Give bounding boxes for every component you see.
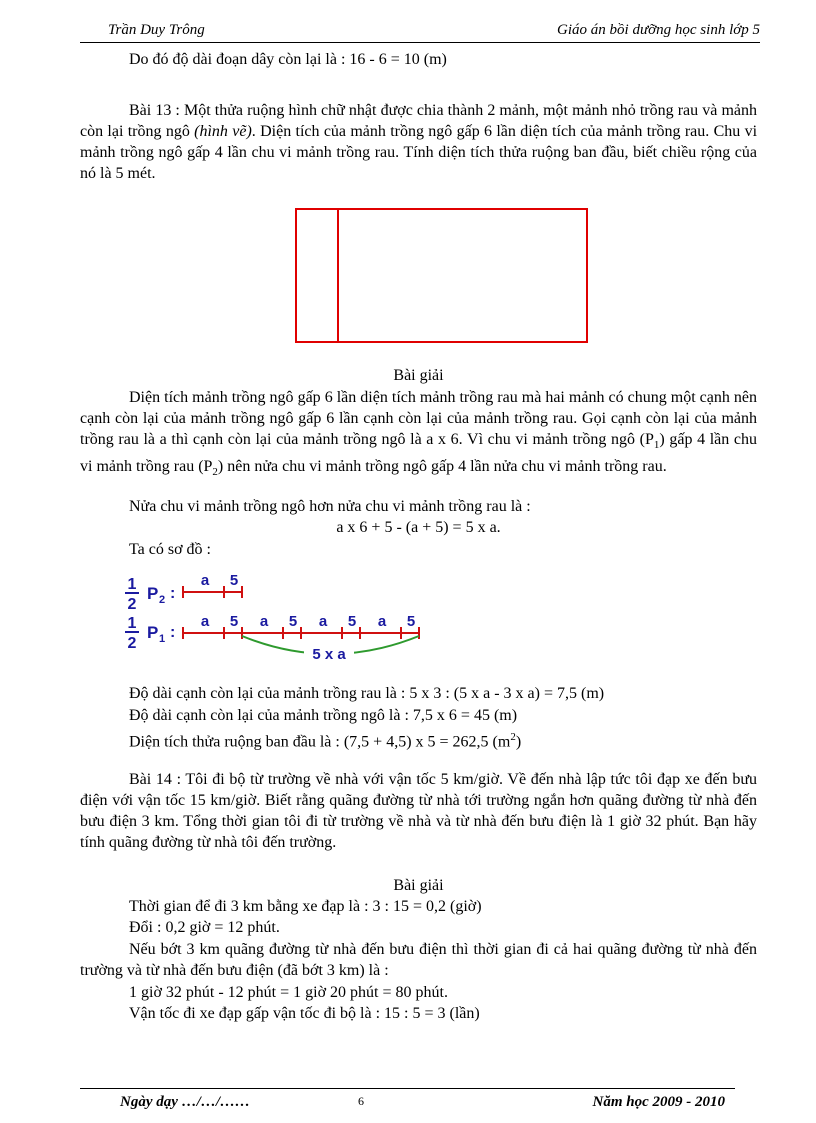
- bai13-s4: Ta có sơ đồ :: [129, 541, 211, 558]
- s1-sub2: 2: [212, 466, 218, 479]
- p2-label-a: a: [200, 572, 210, 589]
- bai14-line-5: Vận tốc đi xe đạp gấp vận tốc đi bộ là : 15 : 5 = 3 (lần): [129, 1005, 480, 1022]
- p2-label-5: 5: [229, 572, 239, 589]
- p2-colon: :: [170, 585, 176, 602]
- r3-sup: 2: [510, 731, 516, 743]
- footer-page-number: 6: [358, 1094, 364, 1108]
- r3-text: Diện tích thửa ruộng ban đầu là : (7,5 + 4,5) x 5 = 262,5 (m: [129, 733, 511, 751]
- p1-label-6: a: [377, 613, 387, 630]
- frac-num-p2: 1: [127, 576, 137, 593]
- p2-letter: P: [147, 584, 159, 603]
- p1-label-3: 5: [288, 613, 298, 630]
- s1-b: ) gấp 4 lần chu vi mảnh trồng rau (P: [80, 431, 758, 476]
- frac-den-p1: 2: [127, 635, 137, 652]
- p1-label-2: a: [259, 613, 269, 630]
- frac-num-p1: 1: [127, 615, 137, 632]
- bai14-line-1: Thời gian để đi 3 km bằng xe đạp là : 3 : 15 = 0,2 (giờ): [129, 898, 482, 915]
- bai13-text-rest: . Diện tích của mảnh trồng ngô gấp 6 lần diện tích của mảnh trồng rau. Chu vi mảnh trồng ngô gấp 4 lần chu vi mảnh trồng rau. Tính diện tích thửa ruộng ban đầu, biết chiều rộng của nó là 5 mét.: [80, 123, 758, 182]
- footer-date: Ngày dạy …/…/……: [120, 1094, 250, 1110]
- frac-den-p2: 2: [127, 596, 137, 613]
- p1-label-5: 5: [347, 613, 357, 630]
- bai13-figure-ref: (hình vẽ): [194, 123, 252, 140]
- p1-label-4: a: [318, 613, 328, 630]
- bai14-line-3: Nếu bớt 3 km quãng đường từ nhà đến bưu điện thì thời gian đi cả hai quãng đường từ nhà đến trường và từ nhà đến bưu điện (đã bớt 3 km) là :: [80, 941, 757, 979]
- bai13-solution-paragraph: [80, 387, 757, 483]
- footer-school-year: Năm học 2009 - 2010: [592, 1094, 725, 1110]
- p1-letter: P: [147, 623, 159, 642]
- p1-label-0: a: [200, 613, 210, 630]
- bai13-text: Bài 13 : Một thửa ruộng hình chữ nhật được chia thành 2 mảnh, một mảnh nhỏ trồng rau và mảnh còn lại trồng ngô: [80, 102, 757, 140]
- p1-label-7: 5: [406, 613, 416, 630]
- bai13-result-1: Độ dài cạnh còn lại của mảnh trồng rau là : 5 x 3 : (5 x a - 3 x a) = 7,5 (m): [129, 685, 605, 702]
- p2-sub: 2: [159, 594, 166, 606]
- bai14-problem: Bài 14 : Tôi đi bộ từ trường về nhà với vận tốc 5 km/giờ. Về đến nhà lập tức tôi đạp xe đến bưu điện với vận tốc 15 km/giờ. Biết rằng quãng đường từ nhà tới trường ngắn hơn quãng đường từ nhà đến bưu điện 3 km. Tổng thời gian tôi đi từ trường về nhà và từ nhà đến bưu điện là 1 giờ 32 phút. Bạn hãy tính quãng đường từ nhà tôi đến trường.: [80, 771, 757, 851]
- bai13-result-3: [129, 727, 521, 752]
- s1-sub1: 1: [653, 439, 660, 452]
- s1-c: ) nên nửa chu vi mảnh trồng ngô gấp 4 lần nửa chu vi mảnh trồng rau.: [217, 458, 667, 476]
- page-footer: [80, 1088, 735, 1115]
- bai13-s3: a x 6 + 5 - (a + 5) = 5 x a.: [336, 519, 501, 536]
- header-title: Giáo án bồi dưỡng học sinh lớp 5: [557, 22, 760, 38]
- bai13-result-2: Độ dài cạnh còn lại của mảnh trồng ngô là : 7,5 x 6 = 45 (m): [129, 707, 518, 724]
- brace-label: 5 x a: [312, 646, 346, 663]
- bai14-solution-title: Bài giải: [393, 877, 444, 894]
- p1-sub: 1: [159, 633, 166, 645]
- bai13-solution-title: Bài giải: [393, 367, 444, 384]
- header-author: Trần Duy Trông: [108, 22, 205, 38]
- p1-label-1: 5: [229, 613, 239, 630]
- segment-diagram: [118, 570, 438, 665]
- bai13-s2: Nửa chu vi mảnh trồng ngô hơn nửa chu vi mảnh trồng rau là :: [129, 498, 531, 515]
- intro-line: Do đó độ dài đoạn dây còn lại là : 16 - 6 = 10 (m): [129, 51, 447, 68]
- s1-a: Diện tích mảnh trồng ngô gấp 6 lần diện tích mảnh trồng rau mà hai mảnh có chung một cạnh nên cạnh còn lại của mảnh trồng ngô gấp 6 lần cạnh còn lại của mảnh trồng rau. Gọi cạnh còn lại của mảnh trồng rau là a thì cạnh còn lại của mảnh trồng ngô là a x 6. Vì chu vi mảnh trồng ngô (P: [80, 389, 757, 448]
- bai14-line-4: 1 giờ 32 phút - 12 phút = 1 giờ 20 phút = 80 phút.: [129, 984, 448, 1001]
- p1-colon: :: [170, 624, 176, 641]
- field-outer-rect: [296, 209, 587, 342]
- bai14-line-2: Đổi : 0,2 giờ = 12 phút.: [129, 919, 280, 936]
- r3-end: ): [515, 733, 522, 751]
